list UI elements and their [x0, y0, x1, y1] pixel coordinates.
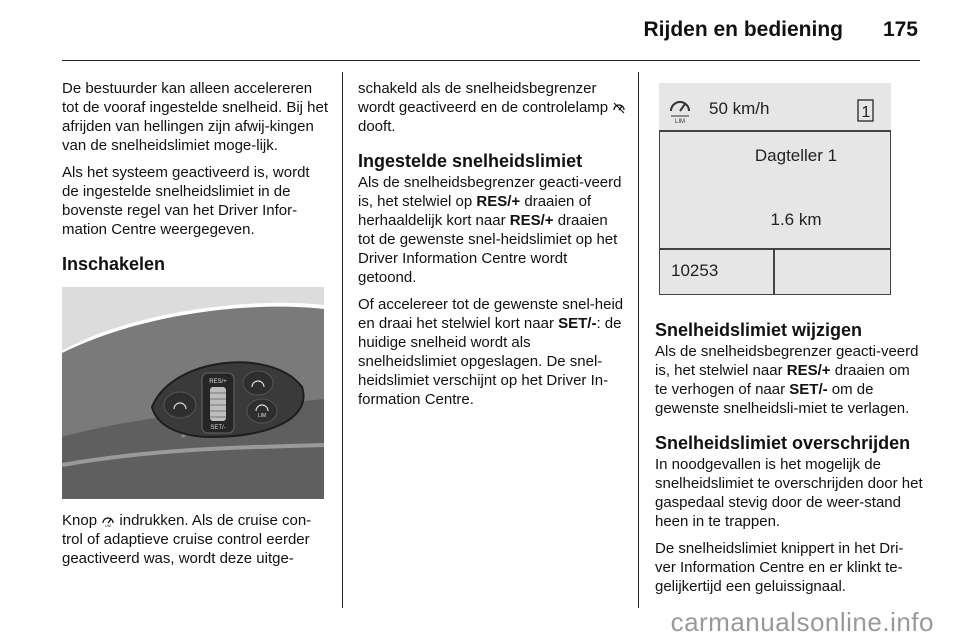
column-divider-right [638, 72, 639, 608]
steering-wheel-illustration [62, 287, 324, 499]
page-number: 175 [882, 18, 918, 41]
speed-limiter-icon [101, 514, 115, 527]
display-trip-label: Dagteller 1 [754, 146, 838, 165]
driver-information-centre-display [659, 83, 891, 295]
wheel-set-label: SET/- [210, 425, 226, 431]
column-3 [655, 79, 923, 604]
paragraph: In noodgevallen is het mogelijk de snelheidslimiet te overschrijden door het gaspedaal stevig door de weer-stand heen in te trappen. [655, 456, 923, 530]
display-gear: 1 [861, 104, 871, 121]
heading-inschakelen: Inschakelen [62, 254, 166, 274]
display-odometer: 10253 [671, 261, 719, 280]
watermark: carmanualsonline.info [670, 607, 934, 637]
wheel-lim-label: LIM [257, 413, 267, 419]
heading-snelheidslimiet-overschrijden: Snelheidslimiet overschrijden [655, 433, 911, 453]
paragraph: Knop LIM indrukken. Als de cruise con-trol of adaptieve cruise control eerder geactiveerd was, wordt deze uitge- [62, 512, 312, 567]
heading-ingestelde-snelheidslimiet: Ingestelde snelheidslimiet [358, 151, 583, 171]
paragraph: De bestuurder kan alleen accelereren tot de vooraf ingestelde snelheid. Bij het afrijden van hellingen zijn afwij-kingen van de snelheidslimiet moge-lijk. [62, 80, 329, 154]
column-2 [358, 79, 628, 417]
paragraph: De snelheidslimiet knippert in het Dri-ver Information Centre en er klinkt te-gelijkertijd een geluissignaal. [655, 540, 904, 595]
svg-text:LIM: LIM [105, 524, 112, 527]
paragraph: Of accelereer tot de gewenste snel-heid en draai het stelwiel kort naar SET/-: de huidige snelheid wordt als snelheidslimiet opgeslagen. De snel-heidslimiet verschijnt op het Driver In-formation Centre. [358, 296, 624, 408]
cruise-control-off-icon [612, 101, 626, 114]
paragraph: Als de snelheidsbegrenzer geacti-veerd is, het stelwiel naar RES/+ draaien om te verhogen of naar SET/- om de gewenste snelheidsli-miet te verlagen. [655, 343, 919, 417]
paragraph: schakeld als de snelheidsbegrenzer wordt geactiveerd en de controlelamp dooft. [358, 79, 628, 136]
display-speed-limit: 50 km/h [709, 99, 770, 118]
column-divider-left [342, 72, 343, 608]
display-lim-label: LIM [674, 119, 686, 125]
paragraph: Als de snelheidsbegrenzer geacti-veerd is, het stelwiel op RES/+ draaien of herhaaldelijk kort naar RES/+ draaien tot de gewenste snel-heidslimiet op het Driver Information Centre wordt getoond. [358, 174, 622, 286]
chapter-title: Rijden en bediening [643, 18, 843, 41]
header-rule [62, 60, 920, 61]
heading-snelheidslimiet-wijzigen: Snelheidslimiet wijzigen [655, 320, 863, 340]
paragraph: Als het systeem geactiveerd is, wordt de ingestelde snelheidslimiet in de bovenste regel van het Driver Infor-mation Centre weergegeven. [62, 164, 310, 238]
wheel-res-label: RES/+ [209, 379, 227, 385]
display-trip-value: 1.6 km [770, 210, 822, 229]
page-header [0, 0, 960, 62]
column-1 [62, 79, 330, 576]
